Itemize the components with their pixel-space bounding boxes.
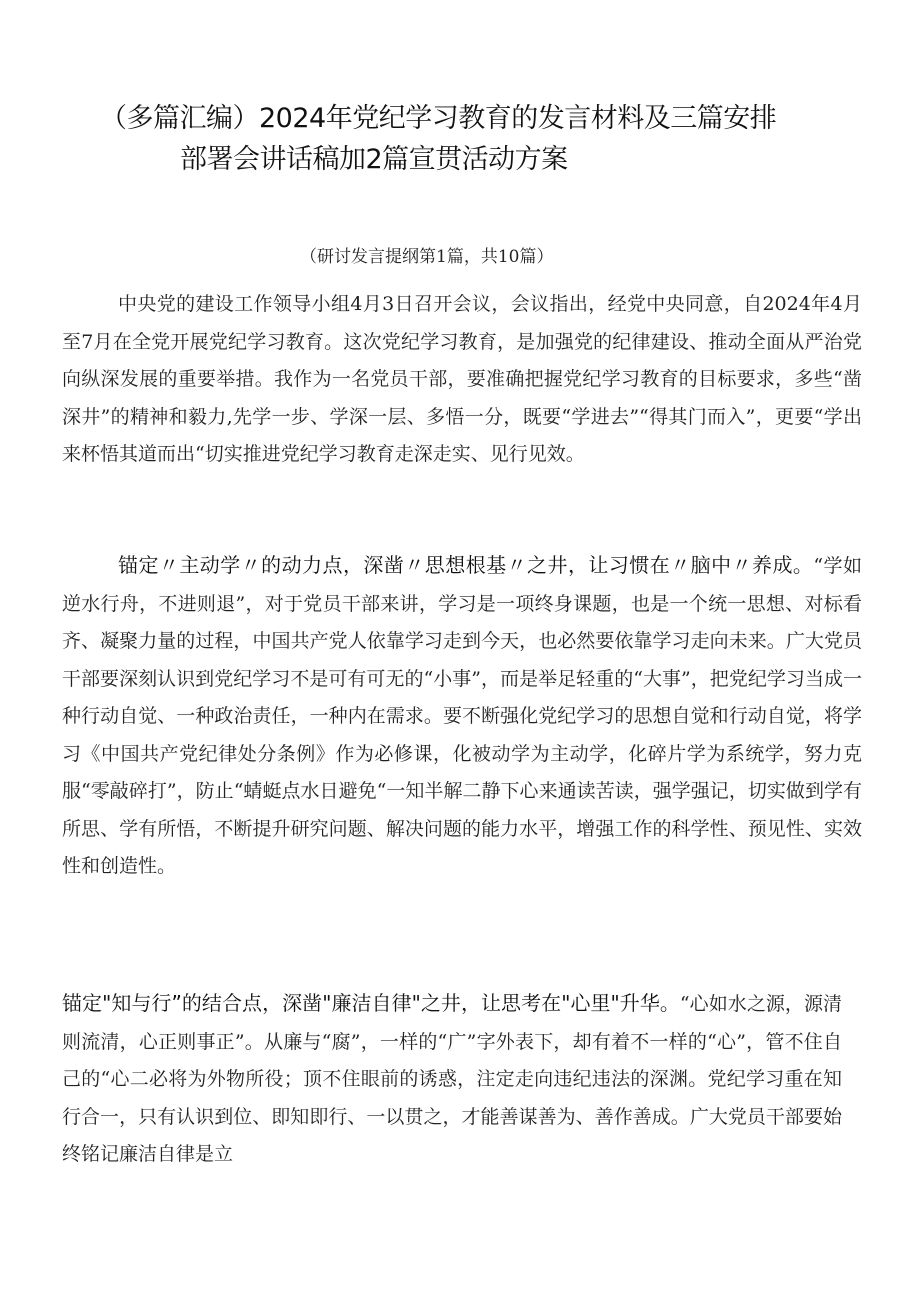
- section-2-body: “心如水之源，源清则流清，心正则事正”。从廉与“腐”，一样的“广”字外表下，却有着不一样的“心”，管不住自己的“心二必将为外物所役；顶不住眼前的诱惑，注定走向违纪违法的深渊。党纪学习重在知行合一，只有认识到位、即知即行、一以贯之，才能善谋善为、善作善成。广大党员干部要始终铭记廉洁自律是立: [62, 993, 843, 1165]
- title-line-2: 部署会讲话稿加2篇宣贯活动方案: [180, 144, 568, 175]
- document-title: [100, 98, 860, 180]
- paragraph-section-1: [62, 547, 862, 886]
- title-line-1: （多篇汇编）2024年党纪学习教育的发言材料及三篇安排: [100, 103, 777, 134]
- document-subtitle: （研讨发言提纲第1篇，共10篇）: [300, 247, 554, 267]
- paragraph-intro: 中央党的建设工作领导小组4月3日召开会议，会议指出，经党中央同意，自2024年4月至7月在全党开展党纪学习教育。这次党纪学习教育，是加强党的纪律建设、推动全面从严治党向纵深发展的重要举措。我作为一名党员干部，要准确把握党纪学习教育的目标要求，多些“凿深井”的精神和毅力,先学一步、学深一层、多悟一分，既要“学进去”“得其门而入”，更要“学出来杯悟其道而出“切实推进党纪学习教育走深走实、见行见效。: [62, 293, 862, 465]
- section-2-heading: 锚定"知与行”的结合点，深凿"廉洁自律"之井，让思考在"心里"升华。: [62, 991, 680, 1015]
- section-1-body: “学如逆水行舟，不进则退”，对于党员干部来讲，学习是一项终身课题，也是一个统一思想、对标看齐、凝聚力量的过程，中国共产党人依靠学习走到今天，也必然要依靠学习走向未来。广大党员干部要深刻认识到党纪学习不是可有可无的“小事”，而是举足轻重的“大事”，把党纪学习当成一种行动自觉、一种政治责任，一种内在需求。要不断强化党纪学习的思想自觉和行动自觉，将学习《中国共产党纪律处分条例》作为必修课，化被动学为主动学，化碎片学为系统学，努力克服“零敲碎打”，防止“蜻蜓点水日避免“一知半解二静下心来通读苦读，强学强记，切实做到学有所思、学有所悟，不断提升研究问题、解决问题的能力水平，增强工作的科学性、预见性、实效性和创造性。: [62, 555, 863, 877]
- section-1-heading: 锚定〃主动学〃的动力点，深凿〃思想根基〃之井，让习惯在〃脑中〃养成。: [118, 553, 814, 577]
- paragraph-section-2: [62, 985, 842, 1174]
